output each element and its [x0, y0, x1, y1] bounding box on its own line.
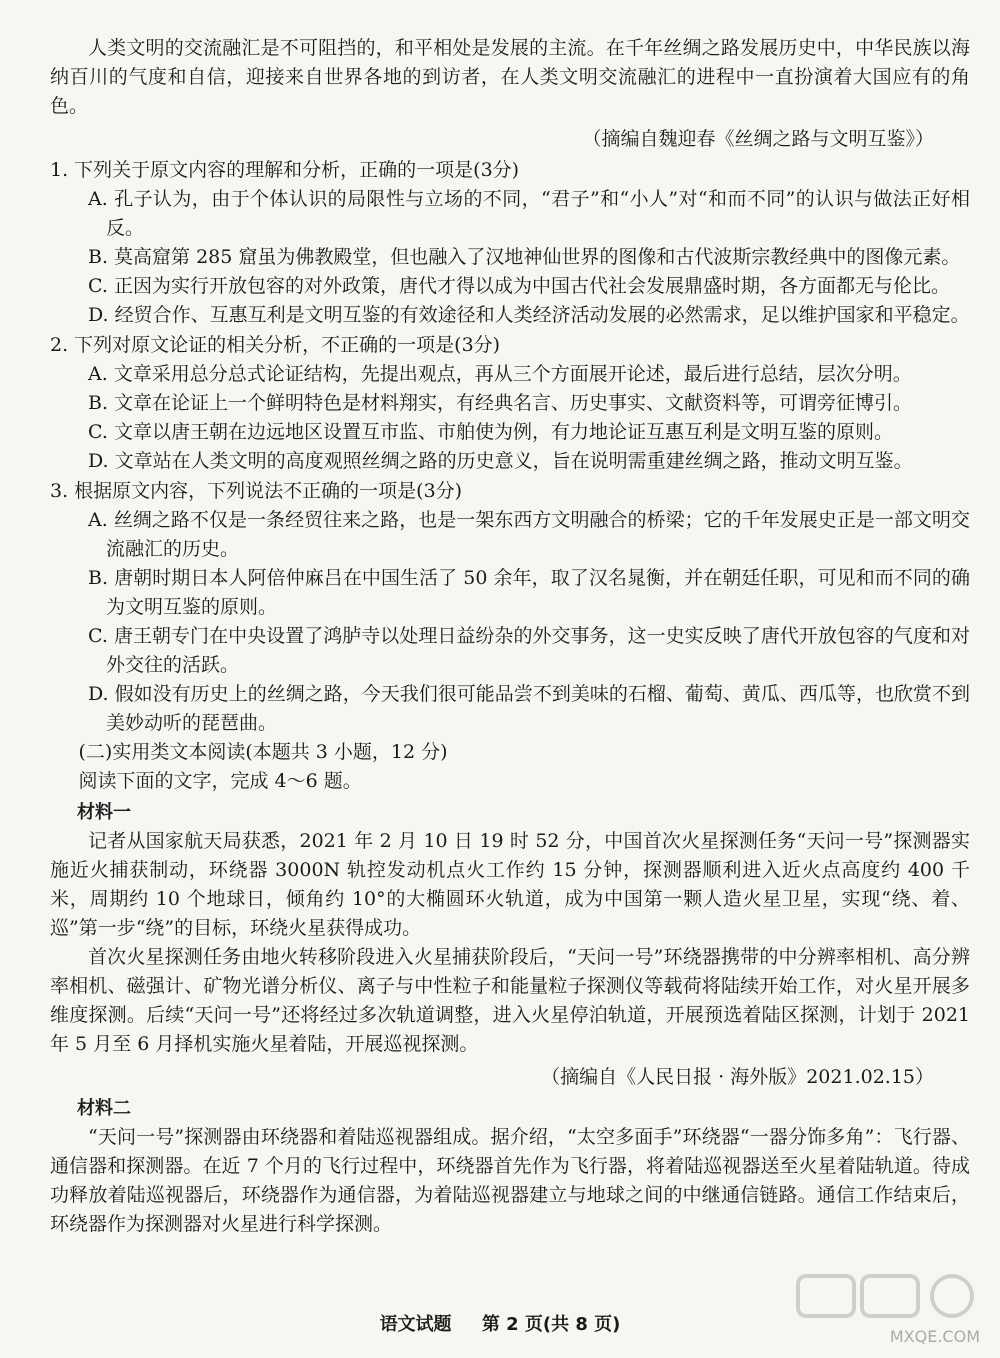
- question-3-option-b: B. 唐朝时期日本人阿倍仲麻吕在中国生活了 50 余年，取了汉名晁衡，并在朝廷任职，可见和而不同的确为文明互鉴的原则。: [88, 567, 970, 618]
- material-2-paragraph: “天问一号”探测器由环绕器和着陆巡视器组成。据介绍，“太空多面手”环绕器“一器分饰多角”：飞行器、通信器和探测器。在近 7 个月的飞行过程中，环绕器首先作为飞行器，将着陆巡视器送至火星着陆轨道。待成功释放着陆巡视器后，环绕器作为通信器，为着陆巡视器建立与地球之间的中继通信链路。通信工作结束后，环绕器作为探测器对火星进行科学探测。: [50, 1126, 970, 1235]
- question-3-stem: 3. 根据原文内容，下列说法不正确的一项是(3分): [50, 480, 463, 502]
- question-1-option-a: A. 孔子认为，由于个体认识的局限性与立场的不同，“君子”和“小人”对“和而不同”的认识与做法正好相反。: [88, 188, 970, 239]
- material-1-paragraph-2: 首次火星探测任务由地火转移阶段进入火星捕获阶段后，“天问一号”环绕器携带的中分辨率相机、高分辨率相机、磁强计、矿物光谱分析仪、离子与中性粒子和能量粒子探测仪等载荷将陆续开始工作，对火星开展多维度探测。后续“天问一号”还将经过多次轨道调整，进入火星停泊轨道，开展预选着陆区探测，计划于 2021 年 5 月至 6 月择机实施火星着陆，开展巡视探测。: [50, 946, 970, 1055]
- material-1-paragraph-1: 记者从国家航天局获悉，2021 年 2 月 10 日 19 时 52 分，中国首次火星探测任务“天问一号”探测器实施近火捕获制动，环绕器 3000N 轨控发动机点火工作约 15 分钟，探测器顺利进入近火点高度约 400 千米，周期约 10 个地球日，倾角约 10°的大椭圆环火轨道，成为中国第一颗人造火星卫星，实现“绕、着、巡”第一步“绕”的目标，环绕火星获得成功。: [50, 830, 970, 939]
- footer-subject: 语文试题: [379, 1314, 452, 1335]
- question-2-option-b: B. 文章在论证上一个鲜明特色是材料翔实，有经典名言、历史事实、文献资料等，可谓旁征博引。: [88, 392, 913, 414]
- footer-page-number: 第 2 页(共 8 页): [481, 1314, 621, 1335]
- intro-paragraph: 人类文明的交流融汇是不可阻挡的，和平相处是发展的主流。在千年丝绸之路发展历史中，中华民族以海纳百川的气度和自信，迎接来自世界各地的到访者，在人类文明交流融汇的进程中一直扮演着大国应有的角色。: [50, 37, 970, 117]
- document-page: [50, 34, 970, 1239]
- question-1-option-b: B. 莫高窟第 285 窟虽为佛教殿堂，但也融入了汉地神仙世界的图像和古代波斯宗教经典中的图像元素。: [88, 246, 961, 268]
- question-1-option-c: C. 正因为实行开放包容的对外政策，唐代才得以成为中国古代社会发展鼎盛时期，各方面都无与伦比。: [88, 275, 950, 297]
- question-3-option-c: C. 唐王朝专门在中央设置了鸿胪寺以处理日益纷杂的外交事务，这一史实反映了唐代开放包容的气度和对外交往的活跃。: [88, 625, 970, 676]
- question-2-option-c: C. 文章以唐王朝在边远地区设置互市监、市舶使为例，有力地论证互惠互利是文明互鉴的原则。: [88, 421, 893, 443]
- section-title: (二)实用类文本阅读(本题共 3 小题，12 分): [78, 741, 448, 763]
- watermark-text: MXQE.COM: [889, 1327, 980, 1346]
- question-2-option-a: A. 文章采用总分总式论证结构，先提出观点，再从三个方面展开论述，最后进行总结，层次分明。: [88, 363, 912, 385]
- question-1-option-d: D. 经贸合作、互惠互利是文明互鉴的有效途径和人类经济活动发展的必然需求，足以维护国家和平稳定。: [88, 304, 970, 326]
- question-3-option-a: A. 丝绸之路不仅是一条经贸往来之路，也是一架东西方文明融合的桥梁；它的千年发展史正是一部文明交流融汇的历史。: [88, 509, 970, 560]
- intro-source: （摘编自魏迎春《丝绸之路与文明互鉴》）: [582, 128, 934, 150]
- question-3-option-d: D. 假如没有历史上的丝绸之路，今天我们很可能品尝不到美味的石榴、葡萄、黄瓜、西瓜等，也欣赏不到美妙动听的琵琶曲。: [88, 683, 970, 734]
- question-2-stem: 2. 下列对原文论证的相关分析，不正确的一项是(3分): [50, 334, 501, 356]
- question-2-option-d: D. 文章站在人类文明的高度观照丝绸之路的历史意义，旨在说明需重建丝绸之路，推动文明互鉴。: [88, 450, 913, 472]
- material-1-source: （摘编自《人民日报 · 海外版》2021.02.15）: [541, 1066, 934, 1088]
- question-1-stem: 1. 下列关于原文内容的理解和分析，正确的一项是(3分): [50, 159, 520, 181]
- material-1-title: 材料一: [77, 802, 131, 823]
- material-2-title: 材料二: [77, 1098, 131, 1119]
- section-instruction: 阅读下面的文字，完成 4～6 题。: [78, 770, 362, 792]
